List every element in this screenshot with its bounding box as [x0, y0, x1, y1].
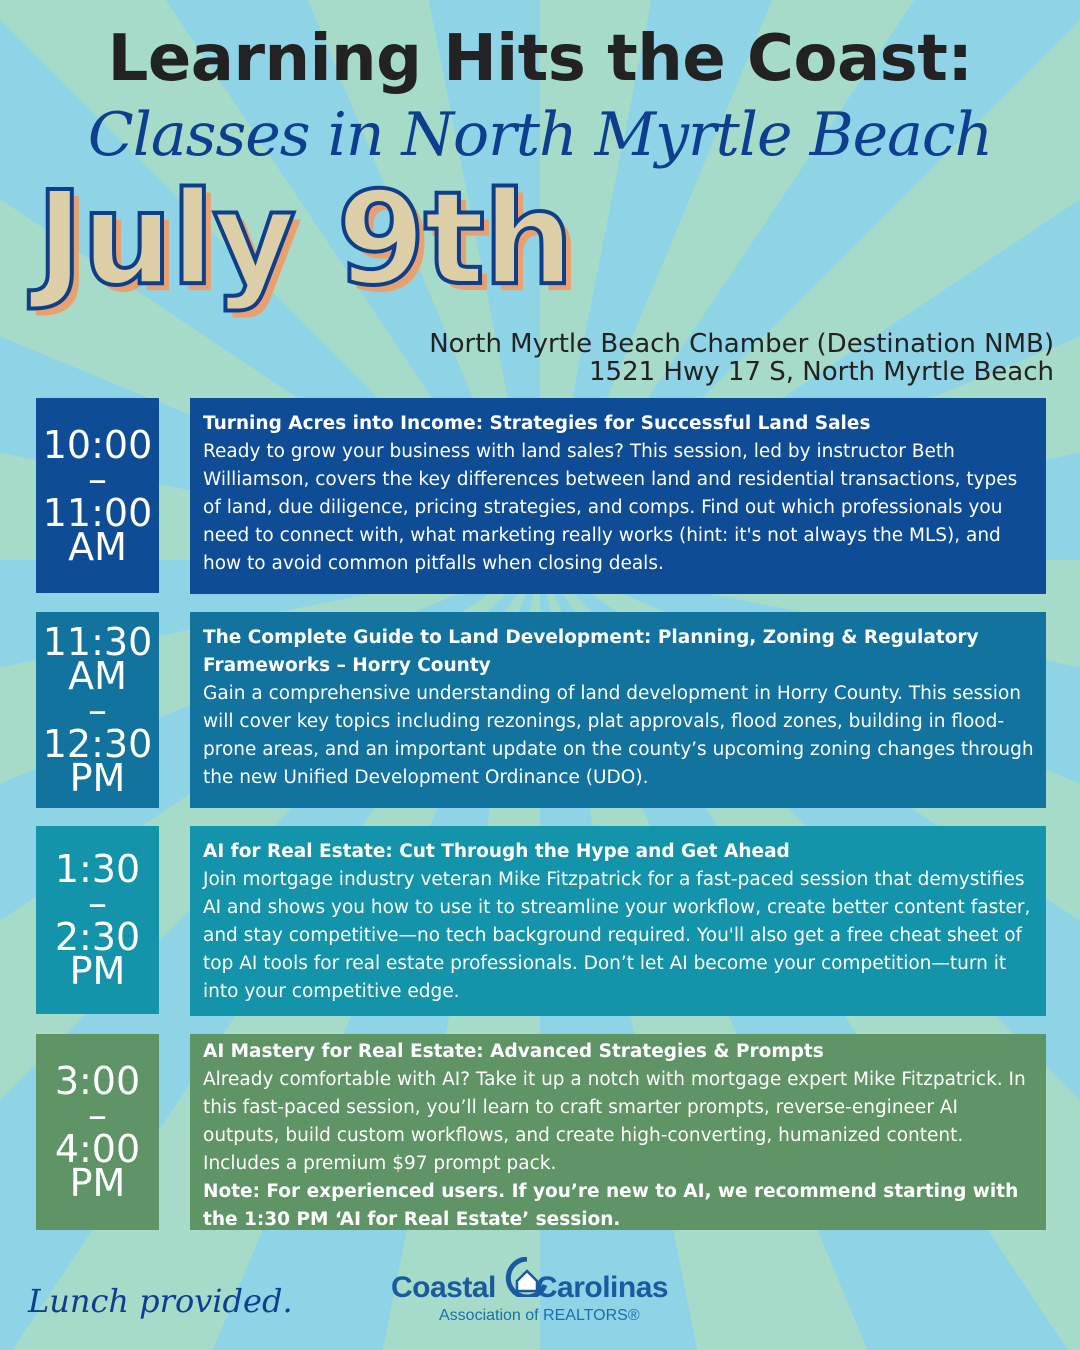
session-3-time: [36, 826, 159, 1014]
time-line: –: [88, 688, 107, 732]
logo-subtitle: Association of REALTORS®: [439, 1307, 640, 1324]
venue: [429, 330, 1054, 386]
venue-address: 1521 Hwy 17 S, North Myrtle Beach: [589, 357, 1054, 387]
logo-name-left: Coastal: [391, 1271, 496, 1304]
time-line: PM: [69, 1161, 126, 1205]
session-2-time: [36, 612, 159, 808]
session-title: AI Mastery for Real Estate: Advanced Strategies & Prompts: [203, 1041, 824, 1062]
logo-name-right: Carolinas: [535, 1271, 669, 1304]
session-2-details: [190, 612, 1046, 808]
time-line: 12:30: [42, 722, 153, 766]
session-1-details: [190, 398, 1046, 594]
time-line: 11:00: [42, 490, 153, 535]
time-line: –: [88, 456, 107, 501]
lunch-note: Lunch provided.: [28, 1282, 293, 1320]
session-4-details: [190, 1034, 1046, 1230]
session-title: The Complete Guide to Land Development: Planning, Zoning & Regulatory Frameworks – Horry County: [203, 627, 979, 676]
session-description: Gain a comprehensive understanding of land development in Horry County. This session will cover key topics including rezonings, plat approvals, flood zones, building in flood-prone areas, and an important update on the county’s upcoming zoning changes through the new Unified Development Ordinance (UDO).: [203, 683, 1034, 788]
session-3-details: [190, 826, 1046, 1016]
time-line: –: [88, 881, 107, 925]
time-line: 2:30: [54, 915, 141, 959]
time-line: –: [88, 1093, 107, 1137]
session-title: Turning Acres into Income: Strategies for Successful Land Sales: [203, 413, 871, 434]
session-description: Already comfortable with AI? Take it up a notch with mortgage expert Mike Fitzpatrick. In this fast-paced session, you’ll learn to craft smarter prompts, reverse-engineer AI outputs, build custom workflows, and create high-converting, humanized content. Includes a premium $97 prompt pack.: [203, 1069, 1026, 1174]
time-line: AM: [68, 654, 127, 698]
session-1-time: [36, 398, 159, 593]
page-subtitle: Classes in North Myrtle Beach: [87, 100, 993, 170]
session-description: Ready to grow your business with land sales? This session, led by instructor Beth Williamson, covers the key differences between land and residential transactions, types of land, due diligence, pricing strategies, and comps. Find out which professionals you need to connect with, what marketing really works (hint: it's not always the MLS), and how to avoid common pitfalls when closing deals.: [203, 441, 1018, 574]
time-line: 3:00: [54, 1059, 141, 1103]
association-logo: [385, 1257, 695, 1337]
session-title: AI for Real Estate: Cut Through the Hype and Get Ahead: [203, 841, 790, 862]
time-line: AM: [68, 524, 127, 569]
time-line: PM: [69, 949, 126, 993]
page-title: Learning Hits the Coast:: [107, 22, 973, 96]
time-line: PM: [69, 756, 126, 800]
time-line: 4:00: [54, 1127, 141, 1171]
time-line: 1:30: [54, 847, 141, 891]
event-date: July 9th: [36, 165, 572, 314]
time-line: 11:30: [42, 620, 153, 664]
time-line: 10:00: [42, 422, 153, 467]
session-4-time: [36, 1034, 159, 1230]
logo-name: [391, 1271, 668, 1305]
session-note: Note: For experienced users. If you’re new to AI, we recommend starting with the 1:30 PM ‘AI for Real Estate’ session.: [203, 1181, 1019, 1230]
venue-name: North Myrtle Beach Chamber (Destination NMB): [429, 329, 1054, 359]
session-description: Join mortgage industry veteran Mike Fitzpatrick for a fast-paced session that demystifies AI and shows you how to use it to streamline your workflow, create better content faster, and stay competitive—no tech background required. You'll also get a free cheat sheet of top AI tools for real estate professionals. Don’t let AI become your competition—turn it into your competitive edge.: [203, 869, 1031, 1002]
